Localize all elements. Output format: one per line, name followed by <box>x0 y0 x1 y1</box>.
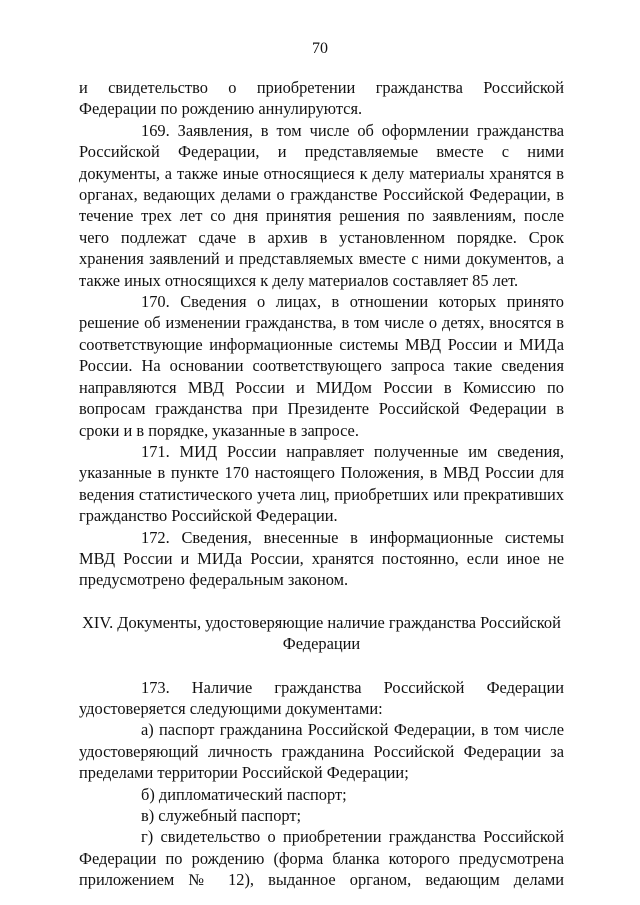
document-body <box>79 77 564 891</box>
section-heading-xiv: XIV. Документы, удостоверяющие наличие гражданства Российской Федерации <box>82 612 561 654</box>
list-item-v: в) служебный паспорт; <box>141 806 302 825</box>
paragraph-169: 169. Заявления, в том числе об оформлении гражданства Российской Федерации, и представляемые вместе с ними документы, а также иные относящиеся к делу материалы хранятся в органах, ведающих делами о гражданстве Российской Федерации, в течение трех лет со дня принятия решения по заявлениям, после чего подлежат сдаче в архив в установленном порядке. Срок хранения заявлений и представляемых вместе с ними документов, а также иных относящихся к делу материалов составляет 85 лет. <box>79 120 564 290</box>
list-item-g: г) свидетельство о приобретении гражданства Российской Федерации по рождению (форма бланка которого предусмотрена приложением № 12), выданное органом, ведающим делами <box>79 827 564 890</box>
paragraph-168-end: и свидетельство о приобретении гражданства Российской Федерации по рождению аннулируются. <box>79 78 564 119</box>
list-item-a: а) паспорт гражданина Российской Федерации, в том числе удостоверяющий личность гражданина Российской Федерации за пределами территории Российской Федерации; <box>79 720 564 783</box>
paragraph-173: 173. Наличие гражданства Российской Федерации удостоверяется следующими документами: <box>79 677 564 718</box>
list-item-b: б) дипломатический паспорт; <box>141 784 347 804</box>
page-number: 70 <box>312 40 328 57</box>
paragraph-172: 172. Сведения, внесенные в информационные системы МВД России и МИДа России, хранятся постоянно, если иное не предусмотрено федеральным законом. <box>79 527 564 590</box>
paragraph-171: 171. МИД России направляет полученные им сведения, указанные в пункте 170 настоящего Положения, в МВД России для ведения статистического учета лиц, приобретших или прекративших гражданство Российской Федерации. <box>79 441 564 526</box>
paragraph-170: 170. Сведения о лицах, в отношении которых принято решение об изменении гражданства, в том числе о детях, вносятся в соответствующие информационные системы МВД России и МИДа России. На основании соответствующего запроса такие сведения направляются МВД России и МИДом России в Комиссию по вопросам гражданства при Президенте Российской Федерации в сроки и в порядке, указанные в запросе. <box>79 292 564 440</box>
